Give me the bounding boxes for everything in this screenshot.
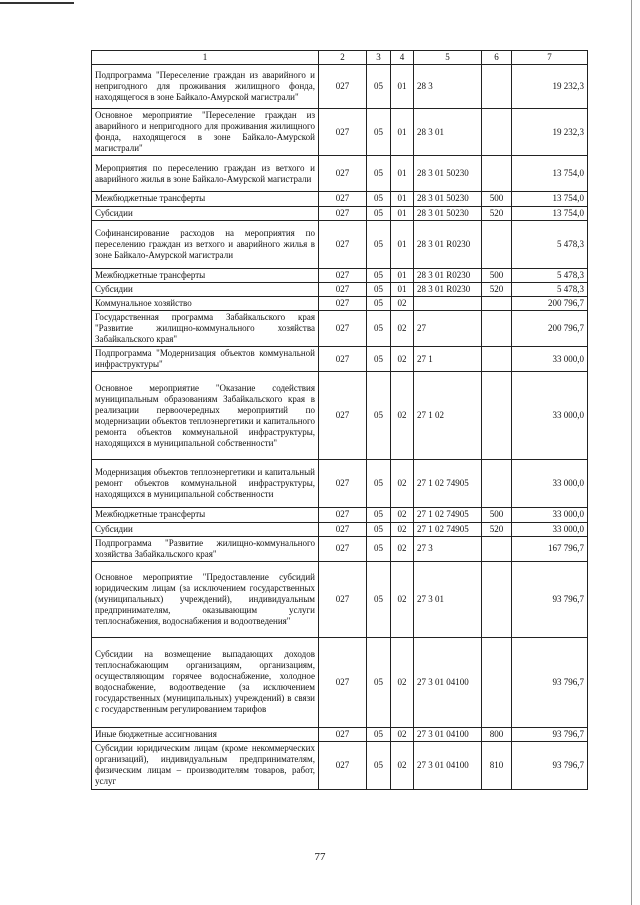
row-section-code: 05 — [367, 347, 391, 372]
row-amount: 167 796,7 — [512, 536, 588, 561]
row-grbs-code: 027 — [319, 156, 367, 192]
row-subsection-code: 02 — [391, 296, 414, 310]
row-grbs-code: 027 — [319, 296, 367, 310]
row-amount: 19 232,3 — [512, 65, 588, 109]
row-subsection-code: 02 — [391, 347, 414, 372]
row-target-article: 27 1 02 74905 — [414, 508, 482, 522]
row-target-article: 28 3 01 R0230 — [414, 220, 482, 268]
row-amount: 5 478,3 — [512, 220, 588, 268]
row-subsection-code: 02 — [391, 372, 414, 460]
row-grbs-code: 027 — [319, 310, 367, 346]
row-name: Государственная программа Забайкальского края "Развитие жилищно-коммунального хозяйства Забайкальского края" — [92, 310, 319, 346]
table-header-row — [92, 51, 588, 65]
header-col-5: 5 — [414, 51, 482, 65]
table-row — [92, 310, 588, 346]
table-row — [92, 296, 588, 310]
row-section-code: 05 — [367, 372, 391, 460]
row-section-code: 05 — [367, 109, 391, 156]
row-target-article: 27 3 01 04100 — [414, 637, 482, 727]
page-number: 77 — [314, 851, 326, 863]
row-section-code: 05 — [367, 561, 391, 637]
row-amount: 93 796,7 — [512, 637, 588, 727]
row-amount: 19 232,3 — [512, 109, 588, 156]
row-expense-type — [482, 347, 512, 372]
row-grbs-code: 027 — [319, 192, 367, 206]
table-row — [92, 109, 588, 156]
row-name: Субсидии юридическим лицам (кроме некоммерческих организаций), индивидуальным предпринимателям, физическим лицам – производителям товаров, работ, услуг — [92, 741, 319, 789]
row-subsection-code: 02 — [391, 637, 414, 727]
row-target-article: 28 3 01 — [414, 109, 482, 156]
row-amount: 200 796,7 — [512, 310, 588, 346]
row-amount: 93 796,7 — [512, 741, 588, 789]
row-name: Субсидии на возмещение выпадающих доходов теплоснабжающим организациям, организациям, осуществляющим горячее водоснабжение, холодное водоснабжение, водоотведение (за исключением государственных (муниципальных) учреждений) в связи с государственным регулированием тарифов — [92, 637, 319, 727]
row-section-code: 05 — [367, 156, 391, 192]
row-expense-type — [482, 109, 512, 156]
row-target-article: 28 3 — [414, 65, 482, 109]
row-name: Подпрограмма "Переселение граждан из аварийного и непригодного для проживания жилищного фонда, находящегося в зоне Байкало-Амурской магистрали" — [92, 65, 319, 109]
row-target-article: 27 1 — [414, 347, 482, 372]
header-col-1: 1 — [92, 51, 319, 65]
row-target-article: 28 3 01 50230 — [414, 206, 482, 220]
row-target-article: 27 3 01 — [414, 561, 482, 637]
row-target-article: 28 3 01 R0230 — [414, 282, 482, 296]
row-amount: 13 754,0 — [512, 156, 588, 192]
row-section-code: 05 — [367, 637, 391, 727]
row-expense-type: 500 — [482, 268, 512, 282]
row-amount: 33 000,0 — [512, 347, 588, 372]
row-section-code: 05 — [367, 460, 391, 508]
table-row — [92, 536, 588, 561]
row-target-article: 27 — [414, 310, 482, 346]
row-expense-type — [482, 65, 512, 109]
row-subsection-code: 01 — [391, 192, 414, 206]
table-row — [92, 220, 588, 268]
row-name: Мероприятия по переселению граждан из ветхого и аварийного жилья в зоне Байкало-Амурской магистрали — [92, 156, 319, 192]
row-grbs-code: 027 — [319, 741, 367, 789]
scan-edge-line — [631, 0, 632, 905]
header-col-3: 3 — [367, 51, 391, 65]
row-name: Межбюджетные трансферты — [92, 192, 319, 206]
row-subsection-code: 01 — [391, 156, 414, 192]
row-subsection-code: 02 — [391, 460, 414, 508]
row-grbs-code: 027 — [319, 282, 367, 296]
row-grbs-code: 027 — [319, 727, 367, 741]
row-section-code: 05 — [367, 310, 391, 346]
table-row — [92, 282, 588, 296]
top-rule — [0, 2, 74, 4]
row-grbs-code: 027 — [319, 65, 367, 109]
row-name: Подпрограмма "Развитие жилищно-коммунального хозяйства Забайкальского края" — [92, 536, 319, 561]
row-name: Модернизация объектов теплоэнергетики и капитальный ремонт объектов коммунальной инфраструктуры, находящихся в муниципальной собственности — [92, 460, 319, 508]
row-amount: 93 796,7 — [512, 561, 588, 637]
row-grbs-code: 027 — [319, 536, 367, 561]
row-name: Межбюджетные трансферты — [92, 268, 319, 282]
row-target-article: 28 3 01 50230 — [414, 192, 482, 206]
row-section-code: 05 — [367, 296, 391, 310]
row-subsection-code: 02 — [391, 522, 414, 536]
table-row — [92, 741, 588, 789]
row-expense-type: 810 — [482, 741, 512, 789]
table-row — [92, 347, 588, 372]
row-expense-type — [482, 460, 512, 508]
table-row — [92, 637, 588, 727]
row-grbs-code: 027 — [319, 637, 367, 727]
row-amount: 13 754,0 — [512, 206, 588, 220]
row-name: Коммунальное хозяйство — [92, 296, 319, 310]
row-amount: 5 478,3 — [512, 268, 588, 282]
row-subsection-code: 01 — [391, 282, 414, 296]
table-row — [92, 268, 588, 282]
row-expense-type — [482, 372, 512, 460]
table-row — [92, 460, 588, 508]
row-section-code: 05 — [367, 268, 391, 282]
row-subsection-code: 02 — [391, 741, 414, 789]
row-subsection-code: 01 — [391, 206, 414, 220]
row-expense-type — [482, 220, 512, 268]
row-section-code: 05 — [367, 741, 391, 789]
table-row — [92, 65, 588, 109]
header-col-4: 4 — [391, 51, 414, 65]
row-expense-type — [482, 637, 512, 727]
row-target-article: 27 1 02 — [414, 372, 482, 460]
row-subsection-code: 02 — [391, 508, 414, 522]
row-expense-type — [482, 536, 512, 561]
row-grbs-code: 027 — [319, 206, 367, 220]
header-col-2: 2 — [319, 51, 367, 65]
row-target-article: 27 1 02 74905 — [414, 522, 482, 536]
row-section-code: 05 — [367, 220, 391, 268]
row-grbs-code: 027 — [319, 561, 367, 637]
row-section-code: 05 — [367, 508, 391, 522]
row-amount: 33 000,0 — [512, 460, 588, 508]
row-expense-type: 800 — [482, 727, 512, 741]
row-target-article: 27 3 01 04100 — [414, 741, 482, 789]
row-grbs-code: 027 — [319, 268, 367, 282]
row-name: Основное мероприятие "Переселение граждан из аварийного и непригодного для проживания жилищного фонда, находящегося в зоне Байкало-Амурской магистрали" — [92, 109, 319, 156]
row-grbs-code: 027 — [319, 220, 367, 268]
row-expense-type: 520 — [482, 206, 512, 220]
row-subsection-code: 02 — [391, 536, 414, 561]
row-name: Софинансирование расходов на мероприятия по переселению граждан из ветхого и аварийного жилья в зоне Байкало-Амурской магистрали — [92, 220, 319, 268]
row-grbs-code: 027 — [319, 109, 367, 156]
header-col-7: 7 — [512, 51, 588, 65]
table-row — [92, 522, 588, 536]
row-name: Межбюджетные трансферты — [92, 508, 319, 522]
row-expense-type — [482, 310, 512, 346]
row-expense-type — [482, 296, 512, 310]
row-section-code: 05 — [367, 206, 391, 220]
table-row — [92, 156, 588, 192]
row-target-article: 28 3 01 R0230 — [414, 268, 482, 282]
row-subsection-code: 02 — [391, 561, 414, 637]
row-name: Основное мероприятие "Оказание содействия муниципальным образованиям Забайкальского края в реализации первоочередных мероприятий по модернизации объектов теплоэнергетики и капитального ремонта объектов коммунальной инфраструктуры, находящихся в муниципальной собственности" — [92, 372, 319, 460]
row-target-article: 27 1 02 74905 — [414, 460, 482, 508]
row-name: Основное мероприятие "Предоставление субсидий юридическим лицам (за исключением государственных (муниципальных) учреждений), индивидуальным предпринимателям, оказывающим услуги теплоснабжения, водоснабжения и водоотведения" — [92, 561, 319, 637]
row-amount: 200 796,7 — [512, 296, 588, 310]
row-amount: 33 000,0 — [512, 372, 588, 460]
table-row — [92, 727, 588, 741]
table-row — [92, 508, 588, 522]
row-subsection-code: 01 — [391, 65, 414, 109]
row-subsection-code: 02 — [391, 310, 414, 346]
row-name: Субсидии — [92, 206, 319, 220]
row-expense-type — [482, 561, 512, 637]
row-name: Иные бюджетные ассигнования — [92, 727, 319, 741]
table-row — [92, 206, 588, 220]
row-grbs-code: 027 — [319, 522, 367, 536]
row-name: Субсидии — [92, 282, 319, 296]
row-amount: 93 796,7 — [512, 727, 588, 741]
row-amount: 13 754,0 — [512, 192, 588, 206]
table-row — [92, 561, 588, 637]
row-target-article — [414, 296, 482, 310]
row-section-code: 05 — [367, 522, 391, 536]
table-row — [92, 372, 588, 460]
row-expense-type: 520 — [482, 282, 512, 296]
row-expense-type: 500 — [482, 192, 512, 206]
row-section-code: 05 — [367, 282, 391, 296]
row-subsection-code: 01 — [391, 109, 414, 156]
row-name: Субсидии — [92, 522, 319, 536]
row-name: Подпрограмма "Модернизация объектов коммунальной инфраструктуры" — [92, 347, 319, 372]
row-grbs-code: 027 — [319, 508, 367, 522]
row-amount: 33 000,0 — [512, 522, 588, 536]
row-section-code: 05 — [367, 536, 391, 561]
row-grbs-code: 027 — [319, 372, 367, 460]
row-amount: 33 000,0 — [512, 508, 588, 522]
budget-table — [91, 50, 588, 790]
row-expense-type: 500 — [482, 508, 512, 522]
row-amount: 5 478,3 — [512, 282, 588, 296]
row-section-code: 05 — [367, 192, 391, 206]
table-row — [92, 192, 588, 206]
header-col-6: 6 — [482, 51, 512, 65]
row-section-code: 05 — [367, 65, 391, 109]
row-expense-type: 520 — [482, 522, 512, 536]
row-target-article: 27 3 — [414, 536, 482, 561]
row-subsection-code: 01 — [391, 220, 414, 268]
row-grbs-code: 027 — [319, 460, 367, 508]
row-target-article: 28 3 01 50230 — [414, 156, 482, 192]
row-section-code: 05 — [367, 727, 391, 741]
row-expense-type — [482, 156, 512, 192]
row-target-article: 27 3 01 04100 — [414, 727, 482, 741]
row-grbs-code: 027 — [319, 347, 367, 372]
row-subsection-code: 01 — [391, 268, 414, 282]
row-subsection-code: 02 — [391, 727, 414, 741]
